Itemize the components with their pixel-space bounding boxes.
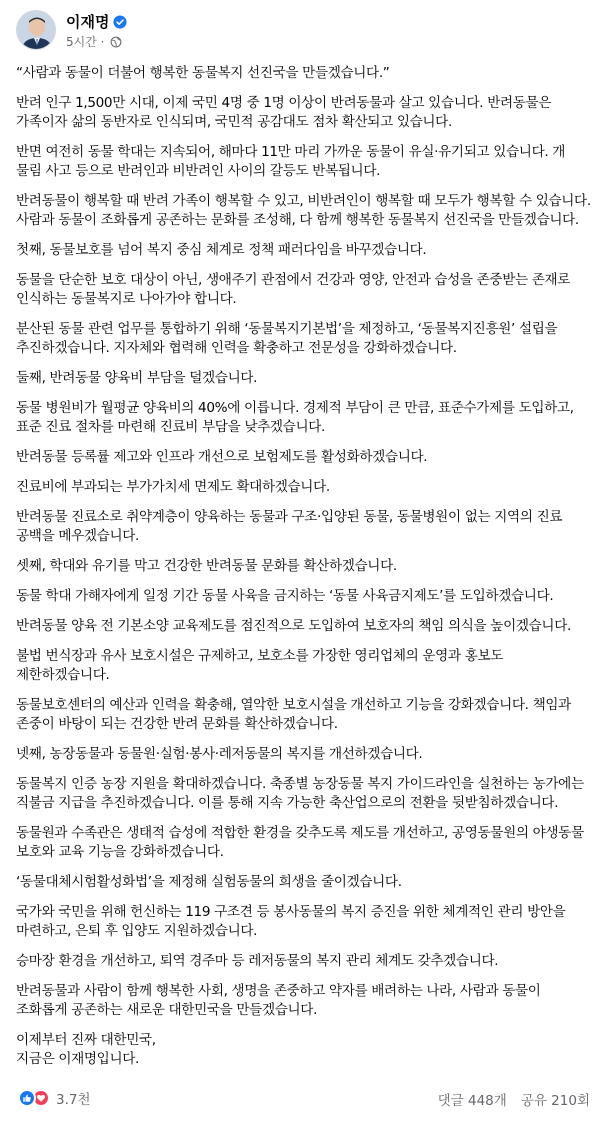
post-paragraph: 둘째, 반려동물 양육비 부담을 덜겠습니다. bbox=[16, 370, 258, 386]
post-body bbox=[16, 64, 594, 1080]
post-paragraph: 동물원과 수족관은 생태적 습성에 적합한 환경을 갖추도록 제도를 개선하고, 공영동물원의 야생동물 보호와 교육 기능을 강화하겠습니다. bbox=[16, 825, 584, 860]
post-timestamp[interactable]: 5시간 bbox=[66, 35, 97, 49]
post-paragraph: 반려동물이 행복할 때 반려 가족이 행복할 수 있고, 비반려인이 행복할 때 모두가 행복할 수 있습니다. 사람과 동물이 조화롭게 공존하는 문화를 조성해, 다 함께 행복한 동물복지 선진국을 만들겠습니다. bbox=[16, 193, 591, 228]
post-paragraph: 반려 인구 1,500만 시대, 이제 국민 4명 중 1명 이상이 반려동물과 살고 있습니다. 반려동물은 가족이자 삶의 동반자로 인식되며, 국민적 공감대도 점차 확산되고 있습니다. bbox=[16, 95, 552, 130]
post-header bbox=[16, 10, 592, 54]
comments-count-link[interactable]: 댓글 448개 bbox=[437, 1093, 507, 1109]
post-paragraph: 국가와 국민을 위해 헌신하는 119 구조견 등 봉사동물의 복지 증진을 위한 체계적인 관리 방안을 마련하고, 은퇴 후 입양도 지원하겠습니다. bbox=[16, 904, 566, 939]
post-paragraph: 승마장 환경을 개선하고, 퇴역 경주마 등 레저동물의 복지 관리 체계도 갖추겠습니다. bbox=[16, 953, 499, 969]
post-paragraph: 동물복지 인증 농장 지원을 확대하겠습니다. 축종별 농장동물 복지 가이드라인을 실천하는 농가에는 직불금 지급을 추진하겠습니다. 이를 통해 지속 가능한 축산업으로의 전환을 뒷받침하겠습니다. bbox=[16, 776, 584, 811]
post-paragraph: 반려동물 진료소로 취약계층이 양육하는 동물과 구조·입양된 동물, 동물병원이 없는 지역의 진료 공백을 메우겠습니다. bbox=[16, 509, 563, 544]
shares-count-link[interactable]: 공유 210회 bbox=[520, 1093, 590, 1109]
post-paragraph: 첫째, 동물보호를 넘어 복지 중심 체계로 정책 패러다임을 바꾸겠습니다. bbox=[16, 242, 427, 258]
like-icon bbox=[18, 1089, 36, 1107]
verified-badge-icon bbox=[113, 15, 127, 29]
globe-icon[interactable] bbox=[110, 36, 122, 48]
post-paragraph: “사람과 동물이 더불어 행복한 동물복지 선진국을 만들겠습니다.” bbox=[16, 65, 390, 81]
post-paragraph: 동물 병원비가 월평균 양육비의 40%에 이릅니다. 경제적 부담이 큰 만큼, 표준수가제를 도입하고, 표준 진료 절차를 마련해 진료비 부담을 낮추겠습니다. bbox=[16, 400, 574, 435]
post-paragraph: 이제부터 진짜 대한민국, bbox=[16, 1032, 156, 1048]
reaction-count: 3.7천 bbox=[56, 1092, 91, 1108]
post-paragraph: 셋째, 학대와 유기를 막고 건강한 반려동물 문화를 확산하겠습니다. bbox=[16, 558, 397, 574]
post-paragraph: ‘동물대체시험활성화법’을 제정해 실험동물의 희생을 줄이겠습니다. bbox=[16, 874, 402, 890]
post-paragraph: 반려동물과 사람이 함께 행복한 사회, 생명을 존중하고 약자를 배려하는 나라, 사람과 동물이 조화롭게 공존하는 새로운 대한민국을 만들겠습니다. bbox=[16, 983, 541, 1018]
avatar-photo bbox=[17, 11, 56, 50]
post-paragraph: 진료비에 부과되는 부가가치세 면제도 확대하겠습니다. bbox=[16, 479, 330, 495]
post-meta bbox=[66, 34, 122, 50]
post-paragraph: 넷째, 농장동물과 동물원·실험·봉사·레저동물의 복지를 개선하겠습니다. bbox=[16, 746, 423, 762]
post-paragraph: 반려동물 양육 전 기본소양 교육제도를 점진적으로 도입하여 보호자의 책임 의식을 높이겠습니다. bbox=[16, 618, 571, 634]
post-footer bbox=[16, 1086, 592, 1110]
post-paragraph: 반면 여전히 동물 학대는 지속되어, 해마다 11만 마리 가까운 동물이 유실·유기되고 있습니다. 개 물림 사고 등으로 반려인과 비반려인 사이의 갈등도 반복됩니다. bbox=[16, 144, 566, 179]
post-paragraph: 동물을 단순한 보호 대상이 아닌, 생애주기 관점에서 건강과 영양, 안전과 습성을 존중받는 존재로 인식하는 동물복지로 나아가야 합니다. bbox=[16, 272, 571, 307]
author-name[interactable]: 이재명 bbox=[66, 13, 110, 31]
post-paragraph: 지금은 이재명입니다. bbox=[16, 1051, 139, 1067]
post-paragraph: 동물 학대 가해자에게 일정 기간 동물 사육을 금지하는 ‘동물 사육금지제도’를 도입하겠습니다. bbox=[16, 588, 554, 604]
post-paragraph: 반려동물 등록률 제고와 인프라 개선으로 보험제도를 활성화하겠습니다. bbox=[16, 449, 428, 465]
meta-separator: · bbox=[100, 35, 105, 49]
post-paragraph: 분산된 동물 관련 업무를 통합하기 위해 ‘동물복지기본법’을 제정하고, ‘동물복지진흥원’ 설립을 추진하겠습니다. 지자체와 협력해 인력을 확충하고 전문성을 강화하겠습니다. bbox=[16, 321, 558, 356]
author-avatar[interactable] bbox=[16, 10, 56, 50]
reactions-summary[interactable] bbox=[18, 1088, 91, 1108]
post-paragraph: 불법 번식장과 유사 보호시설은 규제하고, 보호소를 가장한 영리업체의 운영과 홍보도 제한하겠습니다. bbox=[16, 648, 504, 683]
post-stats bbox=[438, 1089, 590, 1109]
post-paragraph: 동물보호센터의 예산과 인력을 확충해, 열악한 보호시설을 개선하고 기능을 강화겠습니다. 책임과 존중이 바탕이 되는 건강한 반려 문화를 확산하겠습니다. bbox=[16, 697, 571, 732]
